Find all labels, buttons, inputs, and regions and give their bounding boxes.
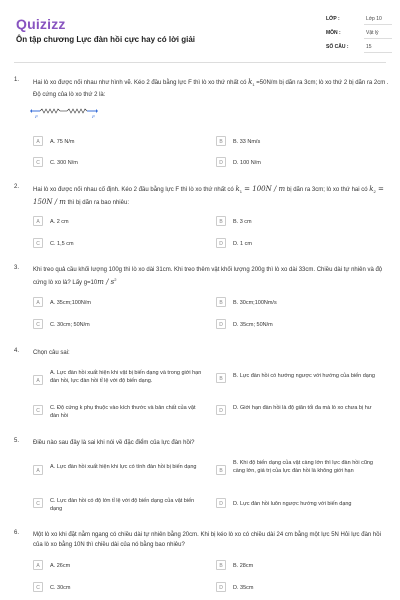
question-number: 3. <box>14 265 20 271</box>
meta-value: 15 <box>366 44 372 50</box>
question-number: 5. <box>14 438 20 444</box>
question-number: 2. <box>14 184 20 190</box>
meta-value: Lớp 10 <box>366 16 382 22</box>
meta-key: MÔN : <box>326 30 341 36</box>
option-letter: A <box>33 136 43 146</box>
option-letter: D <box>216 582 226 592</box>
force-label: F <box>92 114 95 118</box>
option-letter: A <box>33 465 43 475</box>
meta-key: LỚP : <box>326 16 340 22</box>
question-text: Điều nào sau đây là sai khi nói về đặc điểm của lực đàn hồi? <box>33 440 195 446</box>
question-text: Hai lò xo được nối nhau cố định. Kéo 2 đầu bằng lực F thì lò xo thứ nhất có $k_1 = 100N / m$ bị dãn ra 3cm; lò xo thứ hai có $k_2 = 150N / m$ thì bị dãn ra bao nhiêu: <box>33 185 384 207</box>
option-letter: D <box>216 238 226 248</box>
question-text: Khi treo quả cầu khối lượng 100g thì lò xo dài 31cm. Khi treo thêm vật khối lượng 200g thì lò xo dài 33cm. Chiều dài tự nhiên và độ cứng lò xo là? Lấy $g=10m / s^2$ <box>33 267 383 286</box>
option-letter: C <box>33 498 43 508</box>
worksheet-title: Ôn tập chương Lực đàn hồi cực hay có lời giải <box>16 35 195 44</box>
option-letter: B <box>216 465 226 475</box>
option-letter: B <box>216 373 226 383</box>
meta-value: Vật lý <box>366 30 379 36</box>
quizizz-logo: Quizizz <box>16 16 66 32</box>
option-letter: D <box>216 498 226 508</box>
option-letter: C <box>33 238 43 248</box>
option-letter: C <box>33 582 43 592</box>
two-springs-figure <box>30 106 100 118</box>
meta-key: SỐ CÂU : <box>326 44 349 50</box>
worksheet-header <box>0 0 400 66</box>
question-number: 4. <box>14 348 20 354</box>
option-letter: A <box>33 297 43 307</box>
force-label: F <box>35 114 38 118</box>
option-letter: D <box>216 319 226 329</box>
question-text: Chọn câu sai: <box>33 350 70 356</box>
option-letter: C <box>33 405 43 415</box>
question-number: 1. <box>14 77 20 83</box>
option-letter: B <box>216 216 226 226</box>
question-number: 6. <box>14 530 20 536</box>
option-letter: A <box>33 375 43 385</box>
question-text: Hai lò xo được nối nhau như hình vẽ. Kéo 2 đầu bằng lực F thì lò xo thứ nhất có $k_1 =50N/m$ bị dãn ra 3cm; lò xo thứ 2 bị dãn ra 2cm . Độ cứng của lò xo thứ 2 là: <box>33 78 389 99</box>
option-letter: D <box>216 405 226 415</box>
option-letter: A <box>33 216 43 226</box>
header-divider <box>14 62 386 63</box>
option-letter: C <box>33 319 43 329</box>
option-letter: D <box>216 157 226 167</box>
option-letter: B <box>216 560 226 570</box>
option-letter: A <box>33 560 43 570</box>
option-letter: B <box>216 136 226 146</box>
question-text: Một lò xo khi đặt nằm ngang có chiều dài tự nhiên bằng 20cm. Khi bị kéo lò xo có chiều dài 24 cm bằng một lực 5N Hỏi lực đàn hồi của lò xo bằng 10N thì chiều dài của nó bằng bao nhiêu? <box>33 532 381 548</box>
option-letter: C <box>33 157 43 167</box>
option-letter: B <box>216 297 226 307</box>
